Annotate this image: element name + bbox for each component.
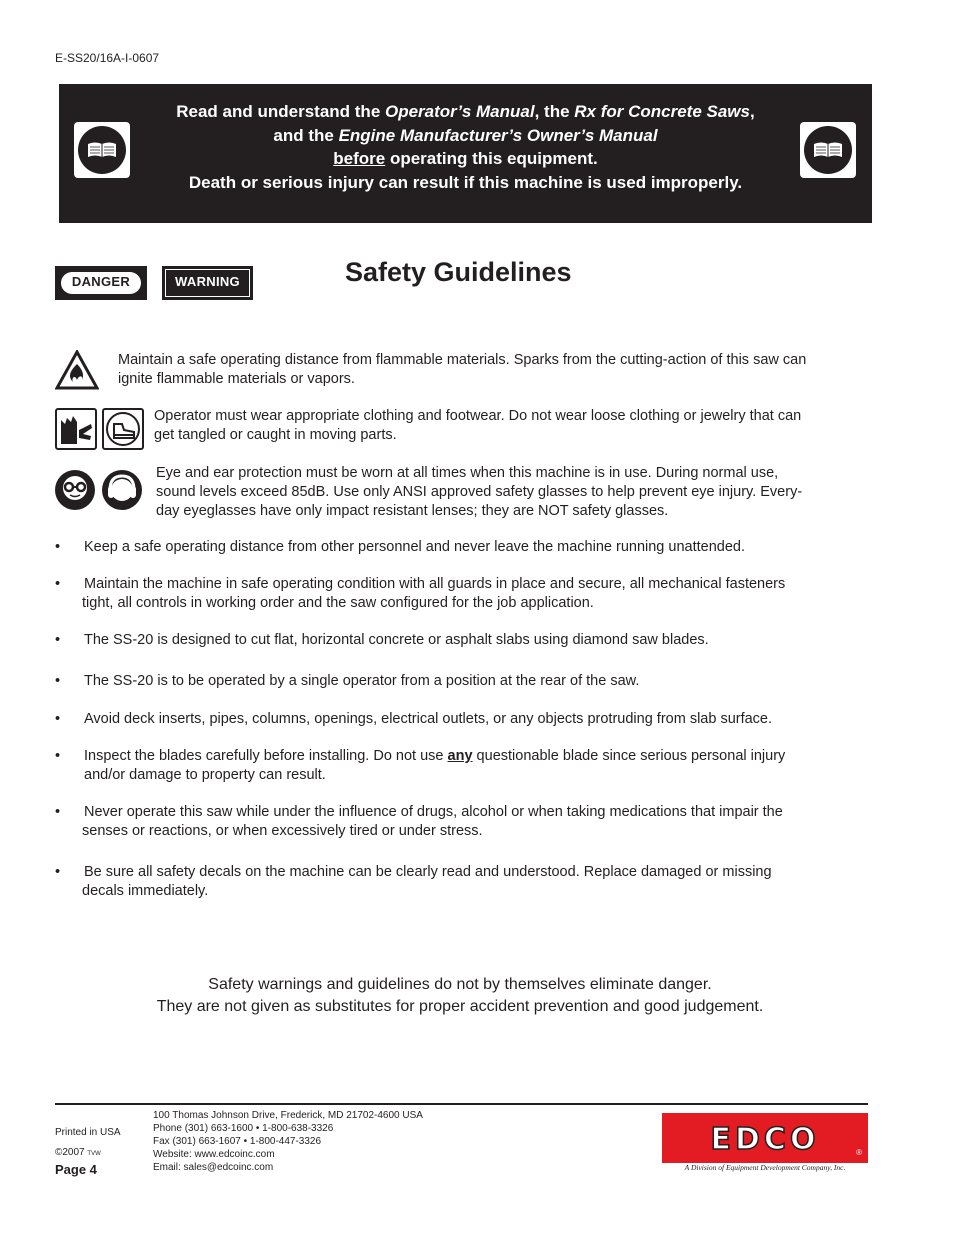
email-link[interactable]: Email: sales@edcoinc.com xyxy=(153,1162,274,1173)
footer-divider xyxy=(55,1103,868,1105)
printed-in-usa: Printed in USA xyxy=(55,1127,121,1138)
closing-statement: Safety warnings and guidelines do not by themselves eliminate danger. They are not given as substitutes for proper accident prevention and good judgement. xyxy=(156,976,764,1015)
banner-line-2: and the Engine Manufacturer’s Owner’s Manual xyxy=(273,125,658,145)
banner-line-3: before operating this equipment. xyxy=(333,149,598,168)
banner-line-4: Death or serious injury can result if this machine is used improperly. xyxy=(188,172,743,192)
fax: Fax (301) 663-1607 • 1-800-447-3326 xyxy=(153,1136,322,1147)
edco-logo: EDCO ® xyxy=(662,1113,868,1163)
phone: Phone (301) 663-1600 • 1-800-638-3326 xyxy=(153,1123,334,1134)
fire-hazard-text: Maintain a safe operating distance from flammable materials. Sparks from the cutting-action of this saw can ignite flammable materials or vapors. xyxy=(118,352,807,387)
entanglement-hazard-icon xyxy=(55,408,97,450)
danger-tag: DANGER xyxy=(55,266,147,300)
address: 100 Thomas Johnson Drive, Frederick, MD 21702-4600 USA xyxy=(153,1110,423,1121)
safety-footwear-icon xyxy=(102,408,144,450)
read-manual-banner xyxy=(59,84,872,223)
eye-protection-icon xyxy=(55,470,95,510)
clothing-footwear-text: Operator must wear appropriate clothing and footwear. Do not wear loose clothing or jewelry that can get tangled or caught in moving parts. xyxy=(154,408,802,443)
fire-hazard-icon xyxy=(55,350,99,390)
logo-tagline: A Division of Equipment Development Company, Inc. xyxy=(684,1163,846,1172)
document-id: E-SS20/16A-I-0607 xyxy=(55,51,160,65)
page-number: Page 4 xyxy=(55,1162,97,1177)
website-link[interactable]: Website: www.edcoinc.com xyxy=(153,1149,275,1160)
page-title: Safety Guidelines xyxy=(345,257,572,287)
eye-ear-protection-text: Eye and ear protection must be worn at all times when this machine is in use. During normal use, sound levels exceed 85dB. Use only ANSI approved safety glasses to help prevent eye injury. Every- day eyeglasses have only impact resistant lenses; they are NOT safety glasses. xyxy=(156,465,803,519)
copyright: ©2007 TVW xyxy=(55,1147,101,1158)
contact-block xyxy=(153,1109,423,1174)
ear-protection-icon xyxy=(102,470,142,510)
warning-tag: WARNING xyxy=(162,266,253,300)
banner-line-1: Read and understand the Operator’s Manual, the Rx for Concrete Saws, xyxy=(176,102,755,121)
